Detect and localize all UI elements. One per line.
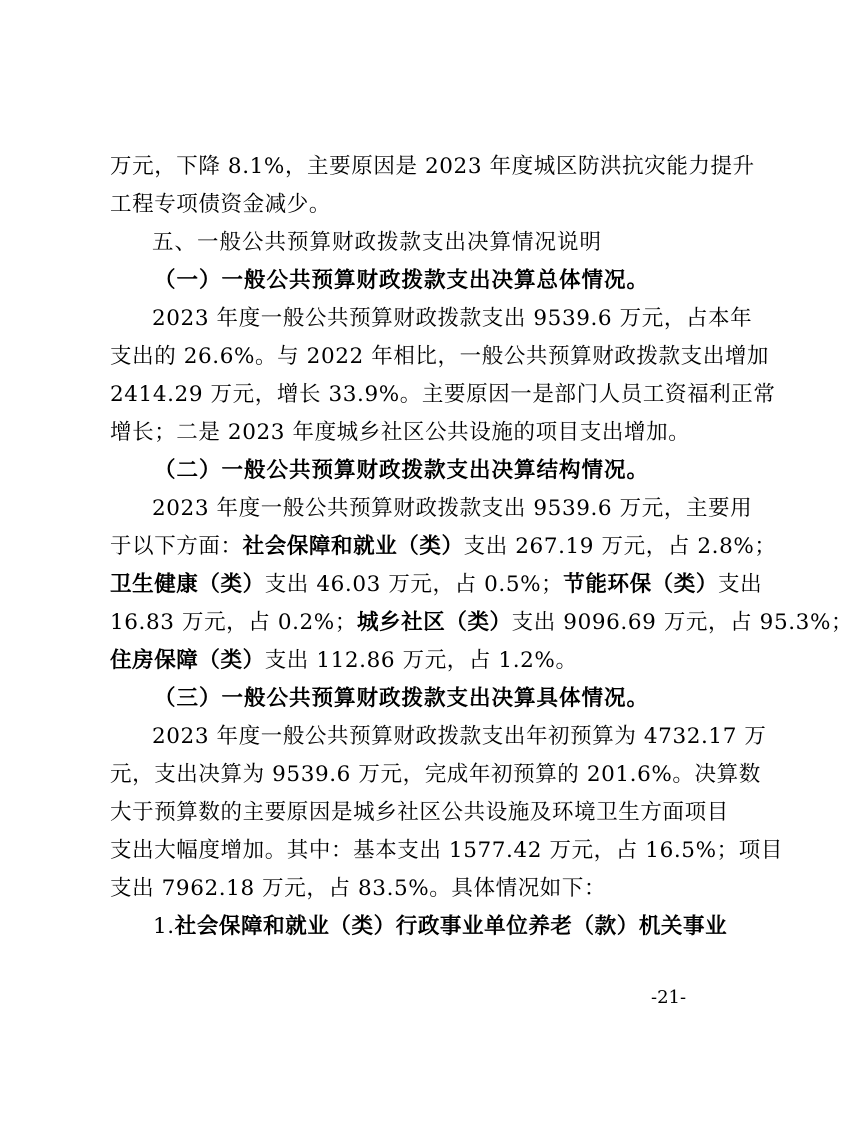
category-label: 节能环保（类） [563, 572, 718, 597]
category-label: 卫生健康（类） [110, 572, 265, 597]
text-line [110, 566, 763, 604]
text-line: 工程专项债资金减少。 [110, 192, 332, 217]
text-span: 支出 112.86 万元，占 1.2%。 [264, 648, 578, 673]
text-line: 支出 7962.18 万元，占 83.5%。具体情况如下： [110, 876, 607, 901]
section-heading: 五、一般公共预算财政拨款支出决算情况说明 [152, 230, 603, 255]
text-span: 支出 9096.69 万元，占 95.3%； [511, 610, 853, 635]
text-line: 2023 年度一般公共预算财政拨款支出 9539.6 万元，主要用 [152, 496, 753, 521]
text-span: 16.83 万元，占 0.2%； [110, 610, 357, 635]
subsection-heading: （三）一般公共预算财政拨款支出决算具体情况。 [154, 686, 650, 711]
text-line: 元，支出决算为 9539.6 万元，完成年初预算的 201.6%。决算数 [110, 762, 761, 787]
text-span: 支出 267.19 万元，占 2.8%； [463, 534, 777, 559]
text-line: 支出的 26.6%。与 2022 年相比，一般公共预算财政拨款支出增加 [110, 344, 770, 369]
text-line: 2023 年度一般公共预算财政拨款支出 9539.6 万元，占本年 [152, 306, 753, 331]
item-heading: 社会保障和就业（类）行政事业单位养老（款）机关事业 [174, 914, 728, 939]
category-label: 社会保障和就业（类） [242, 534, 464, 559]
document-body [110, 148, 853, 946]
text-line: 支出大幅度增加。其中：基本支出 1577.42 万元，占 16.5%；项目 [110, 838, 783, 863]
text-line: 增长；二是 2023 年度城乡社区公共设施的项目支出增加。 [110, 420, 691, 445]
text-line: 2414.29 万元，增长 33.9%。主要原因一是部门人员工资福利正常 [110, 382, 776, 407]
text-line [110, 642, 696, 680]
text-line [110, 908, 728, 946]
category-label: 住房保障（类） [110, 648, 265, 673]
text-line: 2023 年度一般公共预算财政拨款支出年初预算为 4732.17 万 [152, 724, 767, 749]
text-line: 万元，下降 8.1%，主要原因是 2023 年度城区防洪抗灾能力提升 [110, 154, 755, 179]
text-line [110, 604, 853, 642]
category-label: 城乡社区（类） [356, 610, 512, 635]
text-span: 于以下方面： [110, 534, 243, 559]
text-line: 大于预算数的主要原因是城乡社区公共设施及环境卫生方面项目 [110, 800, 729, 825]
text-line [110, 528, 777, 566]
text-span: 支出 46.03 万元，占 0.5%； [264, 572, 564, 597]
page-number: -21- [651, 987, 687, 1008]
text-span: 支出 [717, 572, 763, 597]
subsection-heading: （二）一般公共预算财政拨款支出决算结构情况。 [154, 458, 650, 483]
subsection-heading: （一）一般公共预算财政拨款支出决算总体情况。 [154, 268, 650, 293]
text-span: 1. [153, 914, 175, 939]
